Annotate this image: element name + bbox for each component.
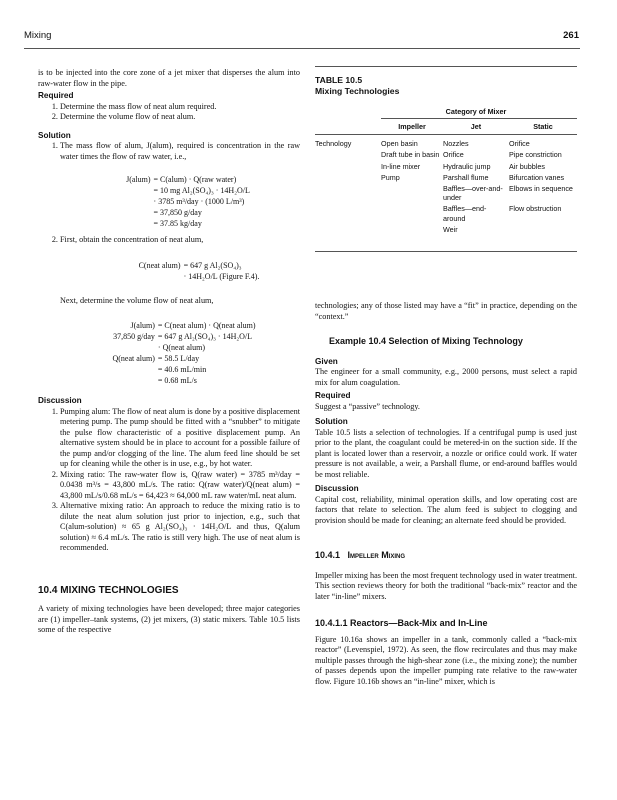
- table-cell: Pipe constriction: [509, 150, 562, 160]
- table-header-cell: Static: [509, 119, 577, 135]
- intro-text: is to be injected into the core zone of a jet mixer that disperses the alum into raw-water flow in the pipe.: [38, 68, 300, 88]
- section-heading: 10.4 MIXING TECHNOLOGIES: [38, 584, 179, 596]
- table-category-header: Category of Mixer: [445, 107, 507, 116]
- mixing-technologies-table: [315, 119, 577, 235]
- eq-rhs: = C(alum) · Q(raw water): [153, 175, 237, 184]
- table-cell: Elbows in sequence: [509, 184, 573, 194]
- eq-rhs: · 3785 m³/day · (1000 L/m³): [153, 197, 245, 206]
- solution-text: Table 10.5 lists a selection of technologies. If a centrifugal pump is used just prior to the plant, the coagulant could be metered-in on the suction side. If the plant is located lower than a reservoir, a nozzle or orifice could work. If water pressure is not available, a weir, a Parshall flume, or end-around baffles would be most reliable.: [315, 427, 577, 479]
- eq-lhs: J(alum): [130, 321, 155, 330]
- table-cell: Air bubbles: [509, 161, 545, 171]
- table-10-5: [315, 66, 577, 252]
- table-cell: [381, 224, 443, 235]
- table-top-rule: [315, 66, 577, 67]
- table-cell: Baffles—over-and-under: [443, 184, 503, 203]
- equation-neat-concentration: [98, 260, 300, 282]
- required-list: [38, 102, 300, 123]
- eq-rhs: = 40.6 mL/min: [157, 365, 207, 374]
- subsection-paragraph: Impeller mixing has been the most frequent technology used in water treatment. This section reviews theory for both the traditional “back-mix” reactor and the later “in-line” mixers.: [315, 570, 577, 601]
- solution-heading: Solution: [38, 130, 71, 140]
- table-cell: Pump: [381, 172, 400, 182]
- eq-rhs: · Q(neat alum): [157, 343, 206, 352]
- table-cell: Nozzles: [443, 139, 469, 149]
- table-cell: Open basin: [381, 139, 418, 149]
- list-item: 2. Mixing ratio: The raw-water flow is, Q(raw water) = 3785 m³/day = 0.0438 m³/s = 43,800 mL/s. The ratio: Q(raw water)/Q(neat alum) = 43,800 mL/s/0.68 mL/s = 64,423 ≈ 64,000 mL raw water/mL neat alum.: [60, 470, 300, 502]
- given-text: The engineer for a small community, e.g., 2000 persons, must select a rapid mix for alum coagulation.: [315, 367, 577, 387]
- table-row-label: [315, 183, 381, 203]
- discussion-heading: Discussion: [38, 396, 82, 405]
- table-cell: Bifurcation vanes: [509, 172, 565, 182]
- next-text: Next, determine the volume flow of neat alum,: [60, 295, 214, 305]
- table-cell: Draft tube in basin: [381, 150, 440, 160]
- eq-rhs: = 647 g Al₂(SO₄)₃: [183, 260, 242, 270]
- header-rule: [24, 48, 580, 49]
- example-title: Example 10.4 Selection of Mixing Technology: [329, 336, 523, 346]
- table-cell: [381, 183, 443, 203]
- table-header-row: [315, 119, 577, 135]
- required-text: Suggest a “passive” technology.: [315, 401, 420, 411]
- eq-rhs: = 37.85 kg/day: [153, 219, 202, 228]
- list-item: 1. Pumping alum: The flow of neat alum is done by a positive displacement metering pump. The pump should be fitted with a “snubber” to mitigate the pulse flow characteristic of a positive displacement pump. An alternative system should be in place to account for a possible failure of the pump and/or clogging of the line. The alum feed line should be set up for cleaning while the other is in use, e.g., by hot water.: [60, 407, 300, 470]
- eq-lhs: [76, 185, 151, 196]
- table-header-cell: Jet: [443, 119, 509, 135]
- section-paragraph: A variety of mixing technologies have been developed; three major categories are (1) impeller–tank systems, (2) jet mixers, (3) static mixers. Table 10.5 lists some of the respective: [38, 604, 300, 634]
- subsection-title: Impeller Mixing: [347, 550, 406, 560]
- table-row-label: [315, 172, 381, 183]
- list-item: 2. Determine the volume flow of neat alum.: [60, 112, 300, 123]
- table-row-label: Technology: [315, 139, 352, 149]
- equation-volume-flow: [68, 320, 300, 386]
- eq-rhs: = 10 mg Al₂(SO₄)₃ · 14H₂O/L: [153, 186, 250, 195]
- eq-rhs: = 0.68 mL/s: [157, 376, 197, 385]
- table-cell: Hydraulic jump: [443, 161, 491, 171]
- table-cell: Flow obstruction: [509, 204, 562, 214]
- table-label: TABLE 10.5: [315, 75, 363, 85]
- eq-lhs: [68, 342, 155, 353]
- right-column: [315, 301, 577, 687]
- left-column: [38, 68, 300, 636]
- subsection-heading: [315, 550, 577, 561]
- table-cell: [381, 203, 443, 223]
- eq-lhs: [98, 271, 181, 282]
- required-heading: Required: [38, 91, 74, 100]
- list-item: 1. Determine the mass flow of neat alum required.: [60, 102, 300, 113]
- table-cell: Orifice: [443, 150, 464, 160]
- eq-rhs: = 647 g Al₂(SO₄)₃ · 14H₂O/L: [157, 332, 253, 341]
- eq-rhs: · 14H₂O/L (Figure F.4).: [183, 271, 260, 281]
- eq-rhs: = 37,850 g/day: [153, 208, 202, 217]
- table-row: [315, 224, 577, 235]
- page-number: 261: [563, 30, 579, 41]
- eq-lhs: [76, 196, 151, 207]
- solution-heading: Solution: [315, 417, 348, 426]
- table-cell: Orifice: [509, 139, 530, 149]
- table-bottom-rule: [315, 251, 577, 252]
- eq-lhs: J(alum): [126, 175, 151, 184]
- table-title: Mixing Technologies: [315, 86, 400, 96]
- eq-lhs: [68, 375, 155, 386]
- running-header-section: Mixing: [24, 30, 52, 41]
- eq-lhs: [68, 364, 155, 375]
- subsubsection-paragraph: Figure 10.16a shows an impeller in a tank, commonly called a “back-mix reactor” (Levenspiel, 1972). As seen, the flow recirculates and thus may make multiple passes through the high-shear zone (i.e., the mixing zone); the number of passes depends upon the impeller pumping rate relative to the raw-water flow. Figure 10.16b shows an “in-line” mixer, which is: [315, 634, 577, 686]
- given-heading: Given: [315, 356, 338, 366]
- continuation-text: technologies; any of those listed may have a “fit” in practice, depending on the “context.”: [315, 301, 577, 321]
- eq-lhs: Q(neat alum): [112, 354, 155, 363]
- table-row: [315, 135, 577, 150]
- table-row: [315, 161, 577, 172]
- eq-lhs: C(neat alum): [138, 260, 181, 270]
- table-cell: Weir: [443, 224, 458, 234]
- discussion-heading: Discussion: [315, 484, 359, 493]
- eq-rhs: = C(neat alum) · Q(neat alum): [157, 321, 256, 330]
- subsubsection-heading: 10.4.1.1 Reactors—Back-Mix and In-Line: [315, 618, 488, 628]
- discussion-list: [38, 407, 300, 554]
- table-header-cell: Impeller: [381, 119, 443, 135]
- eq-lhs: [76, 207, 151, 218]
- table-row-label: [315, 161, 381, 172]
- eq-rhs: = 58.5 L/day: [157, 354, 200, 363]
- required-heading: Required: [315, 391, 351, 400]
- list-item: 1. The mass flow of alum, J(alum), required is concentration in the raw water times the flow of raw water, i.e.,: [60, 141, 300, 162]
- table-header-cell: [315, 119, 381, 135]
- table-row-label: [315, 203, 381, 223]
- table-row: [315, 149, 577, 160]
- table-cell: Parshall flume: [443, 172, 489, 182]
- table-row: [315, 172, 577, 183]
- solution-list-continued: [38, 235, 300, 246]
- table-row: [315, 183, 577, 203]
- discussion-text: Capital cost, reliability, minimal operation skills, and low operating cost are factors that relate to selection. The alum feed is subject to clogging and provision should be made for cleaning; an alternate feed should be provided.: [315, 494, 577, 525]
- table-row-label: [315, 149, 381, 160]
- equation-mass-flow: [76, 174, 300, 229]
- subsection-number: 10.4.1: [315, 550, 341, 560]
- list-item: 2. First, obtain the concentration of neat alum,: [60, 235, 300, 246]
- table-cell: Baffles—end-around: [443, 204, 487, 223]
- table-row-label: [315, 224, 381, 235]
- solution-list: [38, 141, 300, 162]
- table-cell: [509, 224, 577, 235]
- eq-lhs: [76, 218, 151, 229]
- list-item: 3. Alternative mixing ratio: An approach to reduce the mixing ratio is to dilute the neat alum solution just prior to injection, e.g., such that C(alum-solution) ≈ 65 g Al₂(SO₄)₃ · 14H₂O/L and thus, Q(alum solution) ≈ 6.4 mL/s. The ratio is still very high. The use of neat alum is recommended.: [60, 501, 300, 554]
- eq-lhs: 37,850 g/day: [113, 332, 155, 341]
- table-cell: In-line mixer: [381, 161, 421, 171]
- table-row: [315, 203, 577, 223]
